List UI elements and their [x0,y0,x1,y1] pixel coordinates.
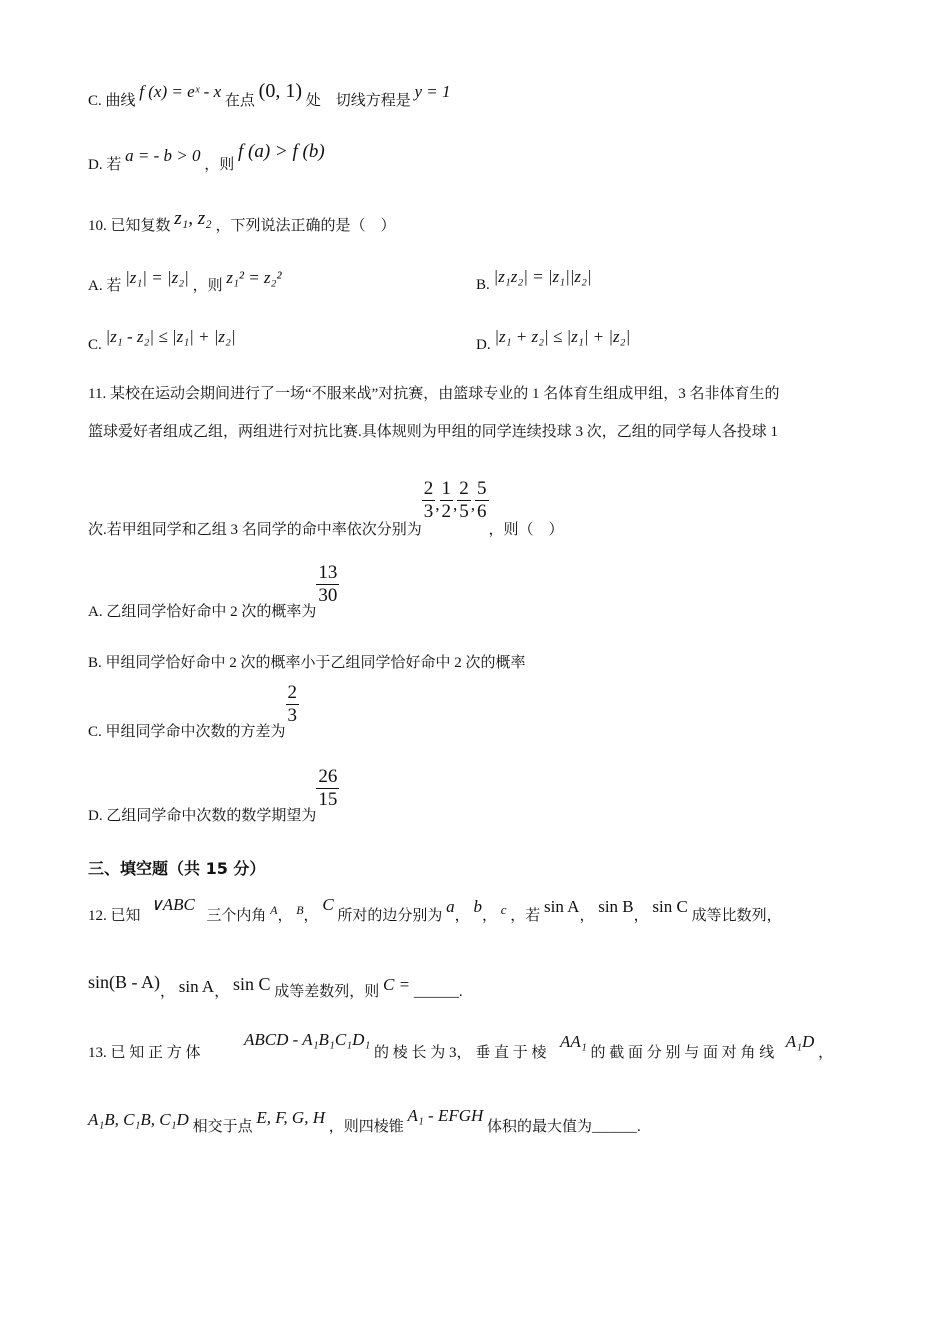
q12-blank: ______. [413,984,463,1000]
section-3-heading: 三、填空题（共 15 分） [88,859,266,878]
q12-sin-c: sin C [652,897,688,916]
q13-t3: 相交于点 [192,1119,253,1135]
q12-t1: 三个内角 [206,908,267,924]
q13-edge: AA₁ [560,1032,587,1051]
q12-sin-b-minus-a: sin(B - A) [88,972,160,992]
q11-d-fraction [316,766,339,811]
q9-c-label: C. 曲线 [88,93,136,109]
q11-fraction-3 [457,478,471,523]
q10-a-label: A. 若 [88,278,122,294]
q11-fraction-4-numerator: 5 [477,478,487,499]
q11-d-text: D. 乙组同学命中次数的数学期望为 [88,807,317,824]
q12-side-c: c [500,902,507,917]
q12-t2: 所对的边分别为 [337,908,443,924]
q13-line-1 [88,1030,834,1062]
q12-sin-a: sin A [544,897,580,916]
q12-line-2: sin(B - A)， sin A， sin C 成等差数列，则 C = ______. [88,972,463,1000]
q11-option-c [88,682,299,740]
q10-a-conclusion: z₁² = z₂² [226,268,282,287]
q11-option-b: B. 甲组同学恰好命中 2 次的概率小于乙组同学恰好命中 2 次的概率 [88,655,526,671]
q11-fraction-1-denominator: 3 [423,500,434,522]
q11-fraction-2-denominator: 2 [441,500,452,522]
q11-c-numerator: 2 [287,682,298,703]
q11-a-fraction [316,562,339,607]
q10-stem [88,208,396,236]
q11-c-text: C. 甲组同学命中次数的方差为 [88,723,286,740]
q10-c-expression: |z₁ - z₂| ≤ |z₁| + |z₂| [105,327,236,346]
q13-t1: 的 棱 长 为 3， 垂 直 于 棱 [374,1045,547,1061]
q13-points: E, F, G, H [256,1108,325,1127]
q9-d-label: D. 若 [88,157,122,173]
q13-t2: 的 截 面 分 别 与 面 对 角 线 [590,1045,775,1061]
q10-b-expression: |z₁z₂| = |z₁||z₂| [493,267,592,286]
q10-stem-pre: 10. 已知复数 [88,218,171,234]
q10-d-expression: |z₁ + z₂| ≤ |z₁| + |z₂| [494,327,631,346]
q11-c-denominator: 3 [287,704,298,726]
q9-option-d [88,141,325,175]
q12-t3: ，若 [510,908,541,924]
q10-option-d [476,327,631,354]
q11-fraction-2 [440,478,454,523]
q11-option-a [88,562,339,620]
q10-c-label: C. [88,337,102,353]
q13-pre: 13. 已 知 正 方 体 [88,1045,201,1061]
q11-fraction-4-denominator: 6 [477,500,487,522]
q13-cube: ABCD - A₁B₁C₁D₁ [244,1030,371,1049]
q11-fraction-1 [422,478,436,523]
q12-angle-c: C [322,895,334,914]
q9-d-mid: ，则 [204,157,235,173]
q11-line-2: 篮球爱好者组成乙组，两组进行对抗比赛.具体规则为甲组的同学连续投球 3 次，乙组的同学每人各投球 1 [88,424,779,440]
q12-c-equals: C = [383,975,411,994]
q12-t5: 成等差数列，则 [274,984,380,1000]
q10-option-a [88,268,282,295]
q12-sin-b: sin B [598,897,634,916]
q11-line-3-pre: 次.若甲组同学和乙组 3 名同学的命中率依次分别为 [88,521,422,538]
q9-c-expression: f (x) = eˣ - x [139,82,222,101]
q11-d-denominator: 15 [318,788,338,810]
q13-comma: ， [818,1045,834,1061]
q11-d-numerator: 26 [318,766,338,787]
q12-angle-a: A [270,903,278,917]
q10-a-condition: |z₁| = |z₂| [125,268,189,287]
q11-option-d [88,766,339,824]
q11-c-fraction [286,682,300,727]
q13-pyramid: A₁ - EFGH [407,1106,484,1125]
q11-fraction-2-numerator: 1 [441,478,452,499]
q11-fraction-4 [475,478,489,523]
q10-stem-vars: z₁, z₂ [174,208,212,229]
q10-d-label: D. [476,337,491,353]
q9-c-equation: y = 1 [414,82,451,101]
q13-diagonal-1: A₁D [785,1032,815,1051]
q13-line-2 [88,1106,641,1136]
q12-sin-a-2: sin A [178,977,215,996]
q12-side-a: a [446,897,455,916]
q10-option-b [476,267,592,294]
q9-d-conclusion: f (a) > f (b) [237,141,325,162]
q11-fraction-1-numerator: 2 [423,478,434,499]
q12-sin-c-2: sin C [232,974,271,994]
q12-triangle: ∨ABC [150,895,195,914]
q11-fraction-3-denominator: 5 [459,500,469,522]
q12-side-b: b [473,897,482,916]
q9-c-point: (0, 1) [258,80,302,102]
q10-stem-post: ，下列说法正确的是（ ） [215,218,396,234]
q11-a-text: A. 乙组同学恰好命中 2 次的概率为 [88,603,317,620]
q13-t5: 体积的最大值为______. [487,1119,641,1135]
q11-line-3: 次.若甲组同学和乙组 3 名同学的命中率依次分别为 $\frac{2}{3}$ , $\frac{1}{2}$ , $\frac{2}{5}$ , $\frac{5}{6}$ ，则（ ） [88,478,564,538]
q9-c-mid: 在点 [224,93,255,109]
q9-c-mid2: 处 切线方程是 [305,93,411,109]
q12-line-1: 12. 已知 ∨ABC 三个内角 $^A$， $^B$， C 所对的边分别为 a， b， c ，若 sin A， sin B， sin C 成等比数列， [88,895,782,924]
q13-t4: ，则四棱锥 [328,1119,404,1135]
q11-a-denominator: 30 [318,584,338,606]
q11-fraction-3-numerator: 2 [459,478,469,499]
q10-b-label: B. [476,277,490,293]
q9-d-condition: a = - b > 0 [125,146,201,165]
q11-line-1: 11. 某校在运动会期间进行了一场“不服来战”对抗赛，由篮球专业的 1 名体育生组成甲组，3 名非体育生的 [88,386,780,402]
q12-pre: 12. 已知 [88,908,141,924]
q11-a-numerator: 13 [318,562,338,583]
q12-t4: 成等比数列， [691,908,782,924]
q10-a-mid: ，则 [192,278,223,294]
q10-option-c [88,327,236,354]
q12-angle-b: B [296,903,304,917]
q13-diagonals: A₁B, C₁B, C₁D [88,1110,189,1129]
q11-line-3-post: ，则（ ） [488,521,564,538]
q9-option-c [88,80,451,111]
